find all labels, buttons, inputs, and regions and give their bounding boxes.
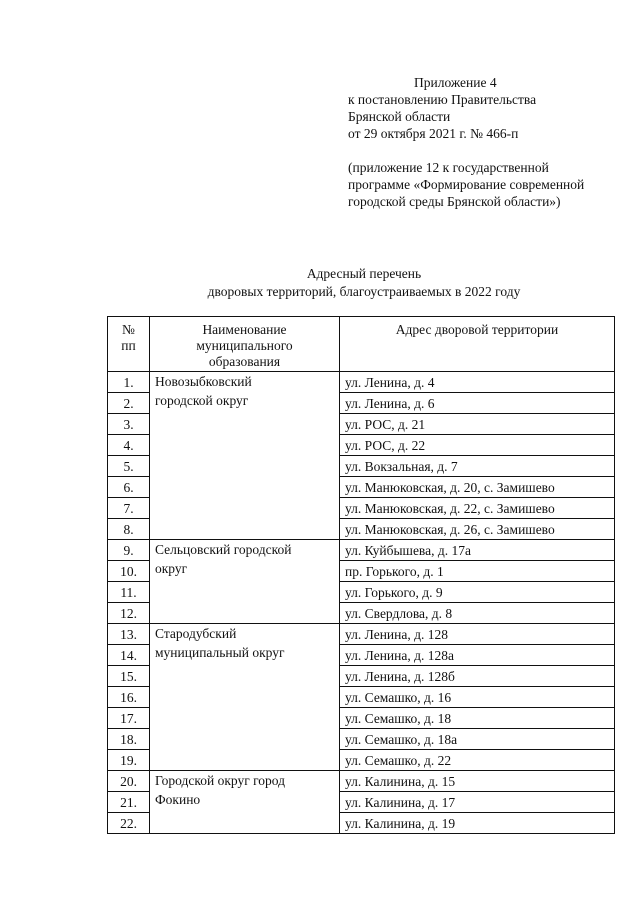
row-address: ул. Ленина, д. 6 (340, 393, 615, 414)
row-address: ул. Манюковская, д. 22, с. Замишево (340, 498, 615, 519)
header-municipality-line: муниципального (196, 338, 293, 353)
table-header-row (108, 317, 615, 372)
row-number: 21. (108, 792, 150, 813)
row-number: 12. (108, 603, 150, 624)
row-address: ул. Ленина, д. 4 (340, 372, 615, 393)
municipality-cell (150, 372, 340, 540)
row-number: 7. (108, 498, 150, 519)
municipality-name-line: округ (155, 561, 188, 576)
row-address: ул. Ленина, д. 128а (340, 645, 615, 666)
row-address: ул. РОС, д. 22 (340, 435, 615, 456)
row-address: ул. Калинина, д. 15 (340, 771, 615, 792)
row-address: ул. РОС, д. 21 (340, 414, 615, 435)
row-number: 3. (108, 414, 150, 435)
row-address: ул. Семашко, д. 18 (340, 708, 615, 729)
header-municipality (150, 317, 340, 372)
row-number: 6. (108, 477, 150, 498)
row-number: 4. (108, 435, 150, 456)
row-address: ул. Куйбышева, д. 17а (340, 540, 615, 561)
row-number: 8. (108, 519, 150, 540)
row-number: 16. (108, 687, 150, 708)
row-address: ул. Семашко, д. 16 (340, 687, 615, 708)
row-number: 18. (108, 729, 150, 750)
municipality-name-line: Сельцовский городской (155, 542, 292, 557)
row-number: 2. (108, 393, 150, 414)
municipality-name-line: муниципальный округ (155, 645, 285, 660)
row-address: ул. Ленина, д. 128б (340, 666, 615, 687)
table-body (108, 372, 615, 834)
row-number: 1. (108, 372, 150, 393)
row-number: 14. (108, 645, 150, 666)
row-number: 9. (108, 540, 150, 561)
municipality-cell (150, 540, 340, 624)
appendix-note-line: городской среды Брянской области») (348, 194, 561, 209)
row-number: 11. (108, 582, 150, 603)
row-address: ул. Калинина, д. 19 (340, 813, 615, 834)
appendix-line: к постановлению Правительства (348, 92, 537, 107)
municipality-name-line: Городской округ город (155, 773, 286, 788)
table-row (108, 372, 615, 393)
municipality-cell (150, 771, 340, 834)
row-address: пр. Горького, д. 1 (340, 561, 615, 582)
appendix-note-line: (приложение 12 к государственной (348, 160, 549, 175)
header-number-line: пп (121, 338, 136, 353)
row-address: ул. Ленина, д. 128 (340, 624, 615, 645)
appendix-line: Брянской области (348, 109, 451, 124)
municipality-name-line: Фокино (155, 792, 201, 807)
municipality-name-line: городской округ (155, 393, 249, 408)
row-address: ул. Калинина, д. 17 (340, 792, 615, 813)
municipality-name-line: Стародубский (155, 626, 237, 641)
row-address: ул. Семашко, д. 22 (340, 750, 615, 771)
row-address: ул. Семашко, д. 18а (340, 729, 615, 750)
row-address: ул. Манюковская, д. 20, с. Замишево (340, 477, 615, 498)
header-municipality-line: образования (208, 354, 281, 369)
row-number: 15. (108, 666, 150, 687)
municipality-cell (150, 624, 340, 771)
appendix-note-line: программе «Формирование современной (348, 177, 585, 192)
row-number: 10. (108, 561, 150, 582)
table-row (108, 771, 615, 792)
address-table (107, 316, 615, 834)
document-title: Адресный перечень (306, 266, 422, 281)
header-address: Адрес дворовой территории (340, 317, 615, 372)
appendix-title: Приложение 4 (414, 75, 497, 90)
row-number: 5. (108, 456, 150, 477)
municipality-name-line: Новозыбковский (155, 374, 252, 389)
row-address: ул. Горького, д. 9 (340, 582, 615, 603)
row-number: 17. (108, 708, 150, 729)
row-number: 13. (108, 624, 150, 645)
row-number: 22. (108, 813, 150, 834)
row-number: 20. (108, 771, 150, 792)
header-number (108, 317, 150, 372)
row-number: 19. (108, 750, 150, 771)
header-number-line: № (122, 322, 135, 337)
header-municipality-line: Наименование (202, 322, 287, 337)
row-address: ул. Вокзальная, д. 7 (340, 456, 615, 477)
appendix-block (348, 74, 633, 210)
row-address: ул. Манюковская, д. 26, с. Замишево (340, 519, 615, 540)
table-row (108, 624, 615, 645)
appendix-date-line: от 29 октября 2021 г. № 466-п (348, 126, 519, 141)
document-subtitle: дворовых территорий, благоустраиваемых в 2022 году (207, 284, 521, 299)
table-row (108, 540, 615, 561)
row-address: ул. Свердлова, д. 8 (340, 603, 615, 624)
